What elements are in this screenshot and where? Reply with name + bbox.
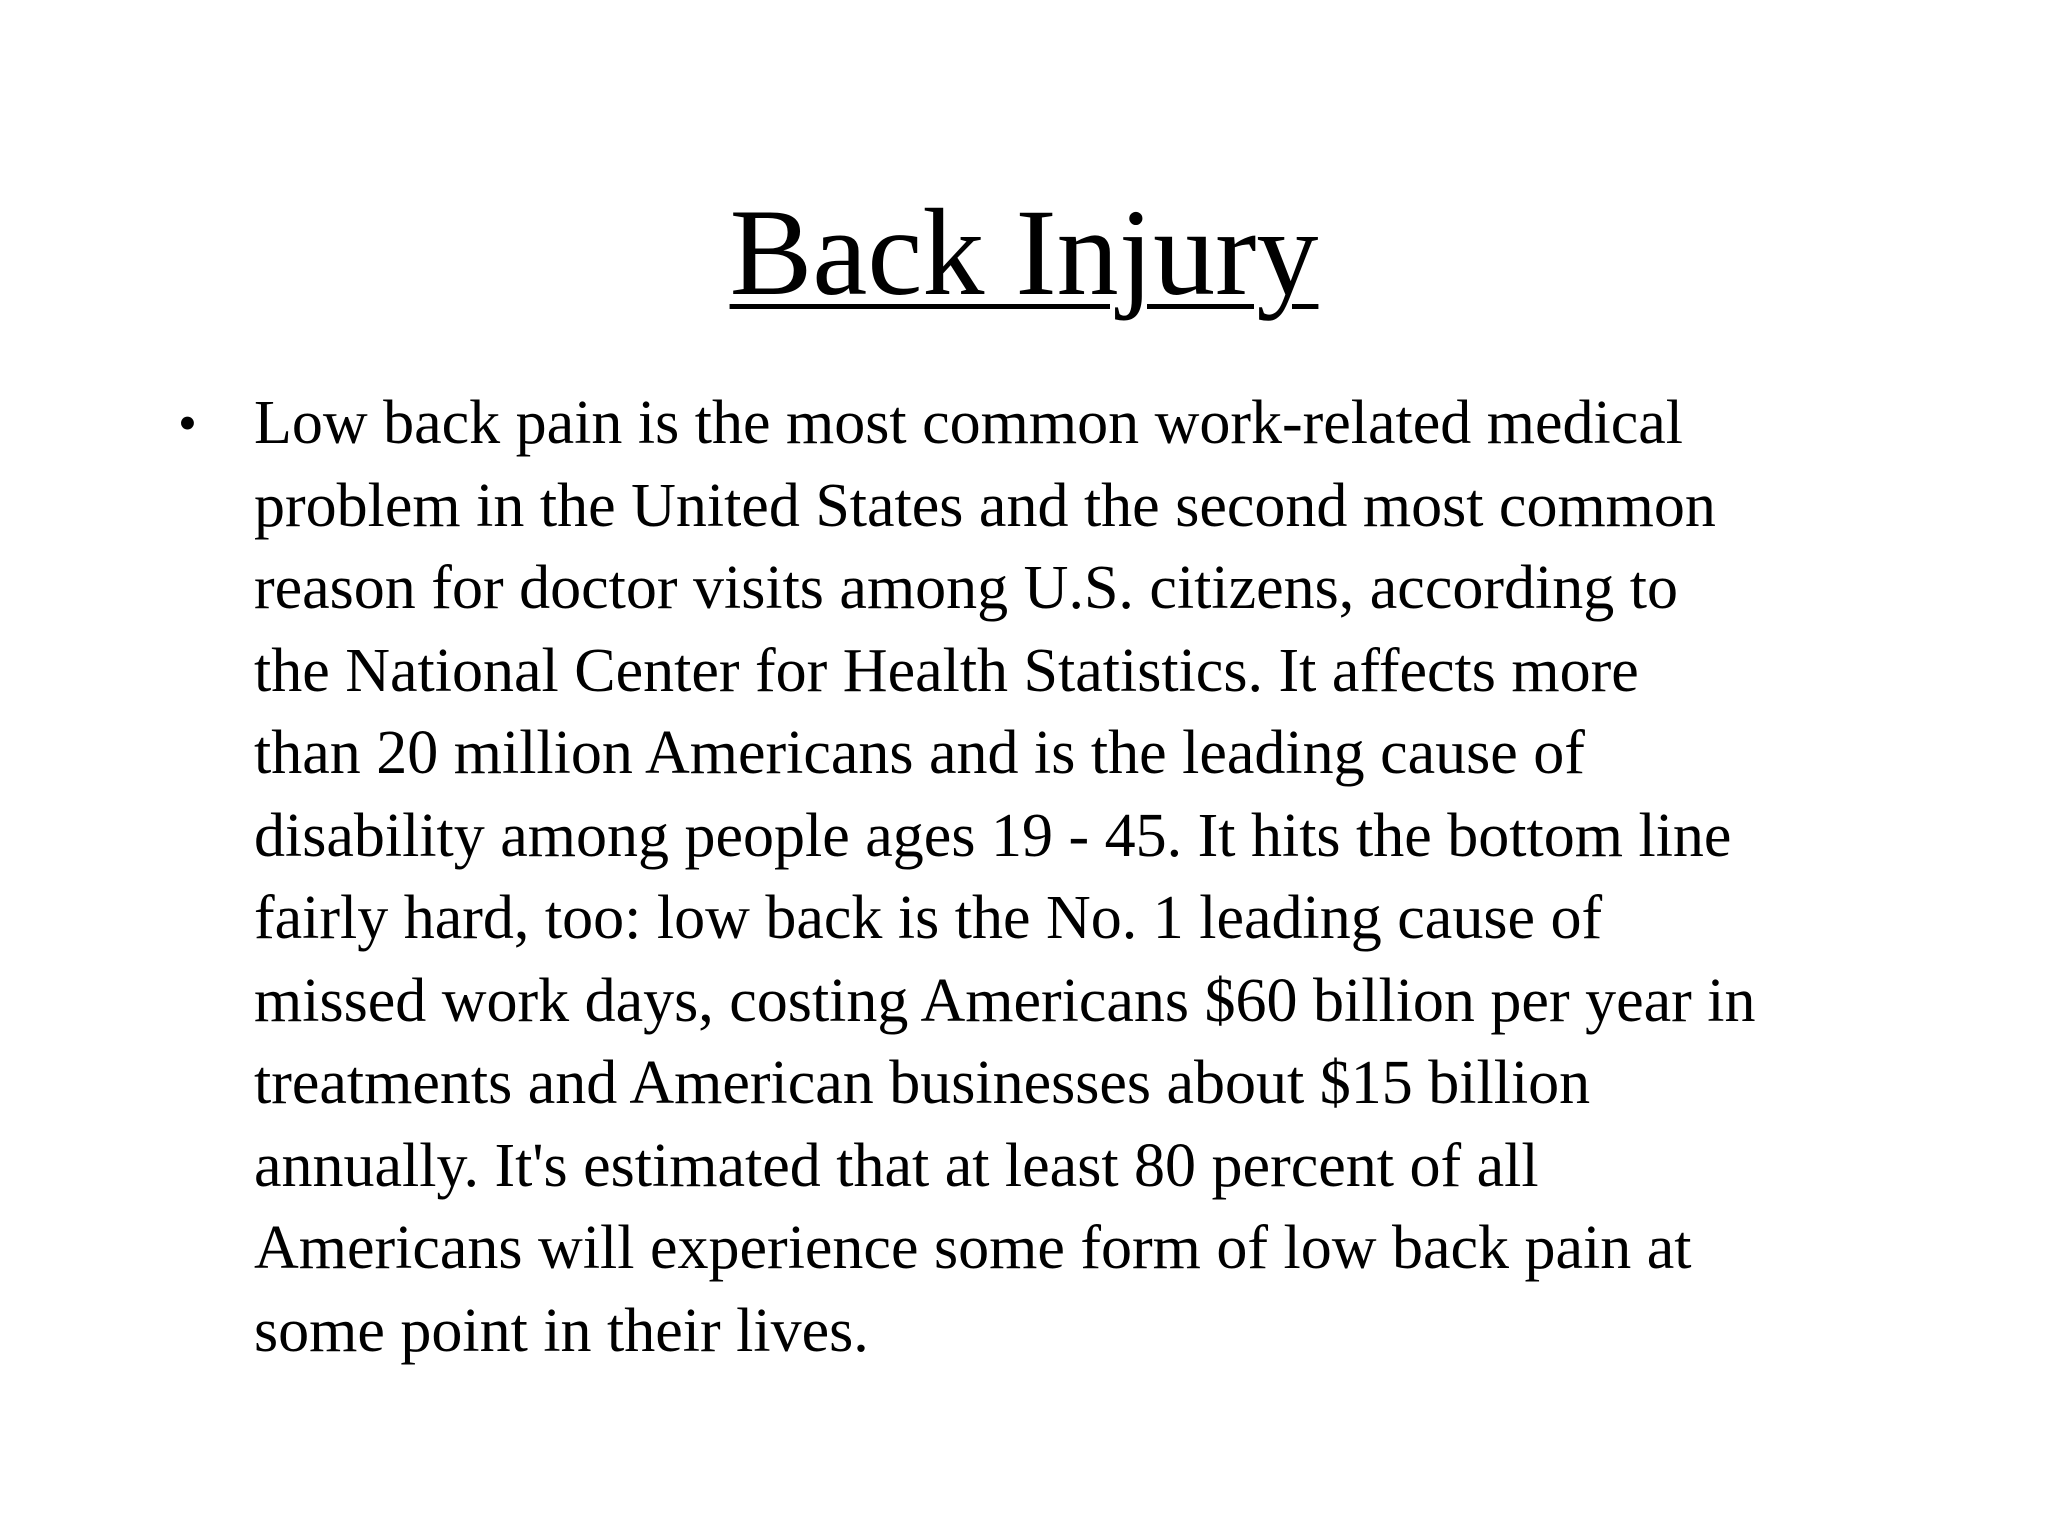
bullet-text-line: Americans will experience some form of low back pain at <box>254 1214 1692 1282</box>
bullet-text-line: reason for doctor visits among U.S. citizens, according to <box>254 554 1678 622</box>
bullet-text-line: than 20 million Americans and is the leading cause of <box>254 719 1585 787</box>
bullet-text-line: missed work days, costing Americans $60 billion per year in <box>254 966 1756 1035</box>
slide-title <box>0 185 2048 321</box>
slide-title-text: Back Injury <box>729 184 1319 321</box>
bullet-marker: • <box>178 393 197 453</box>
bullet-text-line: disability among people ages 19 - 45. It hits the bottom line <box>254 801 1732 870</box>
bullet-text-line: some point in their lives. <box>254 1296 869 1365</box>
bullet-text-line: the National Center for Health Statistics. It affects more <box>254 636 1639 705</box>
bullet-text-line: treatments and American businesses about $15 billion <box>254 1049 1591 1117</box>
bullet-text-line: problem in the United States and the second most common <box>254 471 1716 540</box>
bullet-text-line: annually. It's estimated that at least 80 percent of all <box>254 1131 1539 1200</box>
bullet-text-line: fairly hard, too: low back is the No. 1 leading cause of <box>254 884 1603 952</box>
bullet-item <box>170 382 1910 1372</box>
bullet-text-line: Low back pain is the most common work-related medical <box>254 389 1684 457</box>
bullet-list <box>170 382 1910 1372</box>
